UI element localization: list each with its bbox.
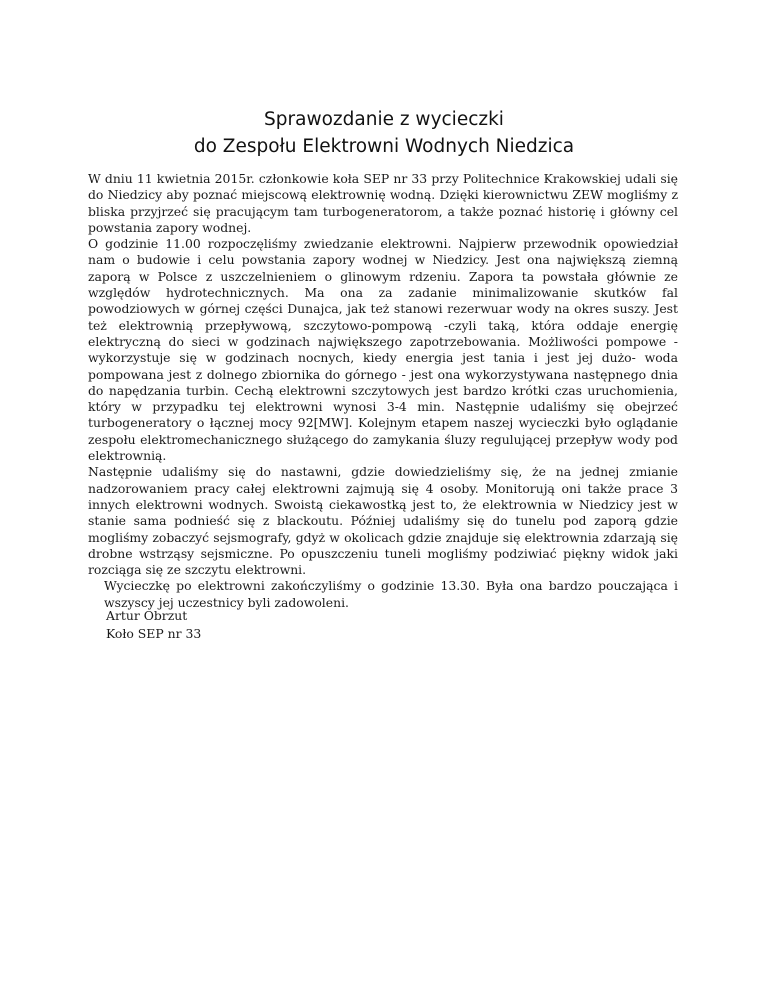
title-line-2: do Zespołu Elektrowni Wodnych Niedzica	[193, 136, 575, 157]
paragraph-control-room: Następnie udaliśmy się do nastawni, gdzie dowiedzieliśmy się, że na jednej zmianie nadzorowaniem pracy całej elektrowni zajmują się 4 osoby. Monitorują oni także prace 3 innych elektrowni wodnych. Swoistą ciekawostką jest to, że elektrownia w Niedzicy jest w stanie sama podnieść się z blackoutu. Później udaliśmy się do tunelu pod zaporą gdzie mogliśmy zobaczyć sejsmografy, gdyż w okolicach gdzie znajduje się elektrownia zdarzają się drobne wstrząsy sejsmiczne. Po opuszczeniu tuneli mogliśmy podziwiać piękny widok jaki rozciąga się ze szczytu elektrowni.	[88, 464, 678, 578]
signature-block	[106, 607, 201, 643]
report-body	[88, 171, 678, 611]
document-title	[0, 106, 768, 160]
paragraph-conclusion: Wycieczkę po elektrowni zakończyliśmy o godzinie 13.30. Była ona bardzo pouczająca i wszyscy jej uczestnicy byli zadowoleni.	[104, 578, 678, 610]
paragraph-tour: O godzinie 11.00 rozpoczęliśmy zwiedzanie elektrowni. Najpierw przewodnik opowiedział nam o budowie i celu powstania zapory wodnej w Niedzicy. Jest ona największą ziemną zaporą w Polsce z uszczelnieniem o glinowym rdzeniu. Zapora ta powstała głównie ze względów hydrotechnicznych. Ma ona za zadanie minimalizowanie skutków fal powodziowych w górnej części Dunajca, jak też stanowi rezerwuar wody na okres suszy. Jest też elektrownią przepływową, szczytowo-pompową -czyli taką, która oddaje energię elektryczną do sieci w godzinach największego zapotrzebowania. Możliwości pompowe - wykorzystuje się w godzinach nocnych, kiedy energia jest tania i jest jej dużo- woda pompowana jest z dolnego zbiornika do górnego - jest ona wykorzystywana następnego dnia do napędzania turbin. Cechą elektrowni szczytowych jest bardzo krótki czas uruchomienia, który w przypadku tej elektrowni wynosi 3-4 min. Następnie udaliśmy się obejrzeć turbogeneratory o łącznej mocy 92[MW]. Kolejnym etapem naszej wycieczki było oglądanie zespołu elektromechanicznego służącego do zamykania śluzy regulującej przepływ wody pod elektrownią.	[88, 236, 678, 464]
paragraph-intro: W dniu 11 kwietnia 2015r. członkowie koła SEP nr 33 przy Politechnice Krakowskiej udali się do Niedzicy aby poznać miejscową elektrownię wodną. Dzięki kierownictwu ZEW mogliśmy z bliska przyjrzeć się pracującym tam turbogeneratorom, a także poznać historię i główny cel powstania zapory wodnej.	[88, 171, 678, 235]
signature-name: Artur Obrzut	[106, 608, 188, 623]
signature-organization: Koło SEP nr 33	[106, 626, 202, 641]
title-line-1: Sprawozdanie z wycieczki	[264, 109, 504, 130]
